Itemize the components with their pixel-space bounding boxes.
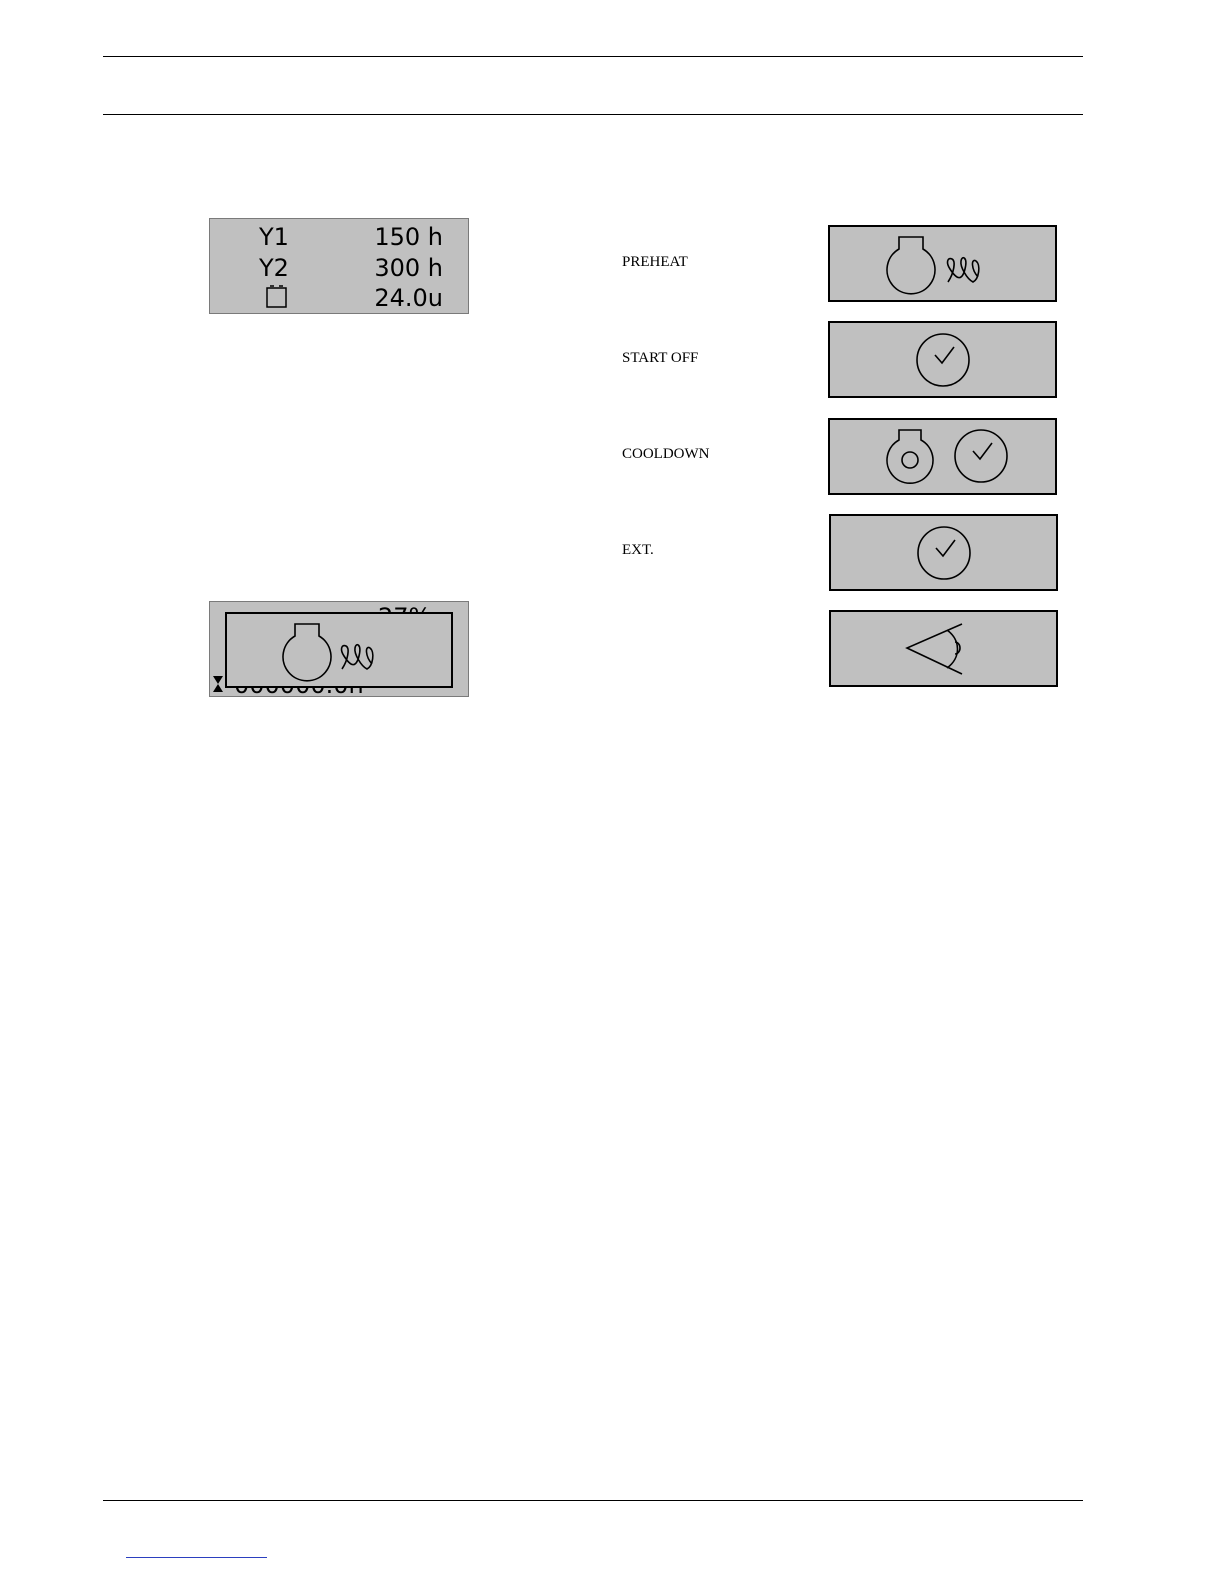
state-label-start-off: START OFF [622,350,699,366]
engine-icon [887,430,933,483]
clock-check-icon [955,430,1007,482]
engine-icon [887,237,935,294]
eye-icon [907,624,962,674]
footer-link-underline[interactable] [126,1557,267,1558]
hours-row-value-y1: 150 h [374,223,443,251]
state-panel-cooldown [828,418,1057,495]
preheat-popup [225,612,453,688]
hours-row-value-3: 24.0u [374,284,443,312]
battery-icon [266,285,290,309]
header-rule-top [103,56,1083,57]
glow-plug-icon [342,645,373,669]
glow-plug-icon [948,258,979,282]
hourglass-icon [212,675,224,693]
state-panel-start-off [828,321,1057,398]
footer-rule [103,1500,1083,1501]
clock-check-icon [918,527,970,579]
engine-icon [283,624,331,681]
hours-row-value-y2: 300 h [374,254,443,282]
preheat-display [209,601,469,697]
state-label-ext: EXT. [622,542,654,558]
hours-row-label-y1: Y1 [259,223,289,251]
clock-check-icon [917,334,969,386]
state-label-preheat: PREHEAT [622,254,688,270]
header-rule-bottom [103,114,1083,115]
state-panel-ext [829,514,1058,591]
hours-row-label-y2: Y2 [259,254,289,282]
state-label-cooldown: COOLDOWN [622,446,710,462]
state-panel-preheat [828,225,1057,302]
state-panel-view [829,610,1058,687]
hours-display [209,218,469,314]
